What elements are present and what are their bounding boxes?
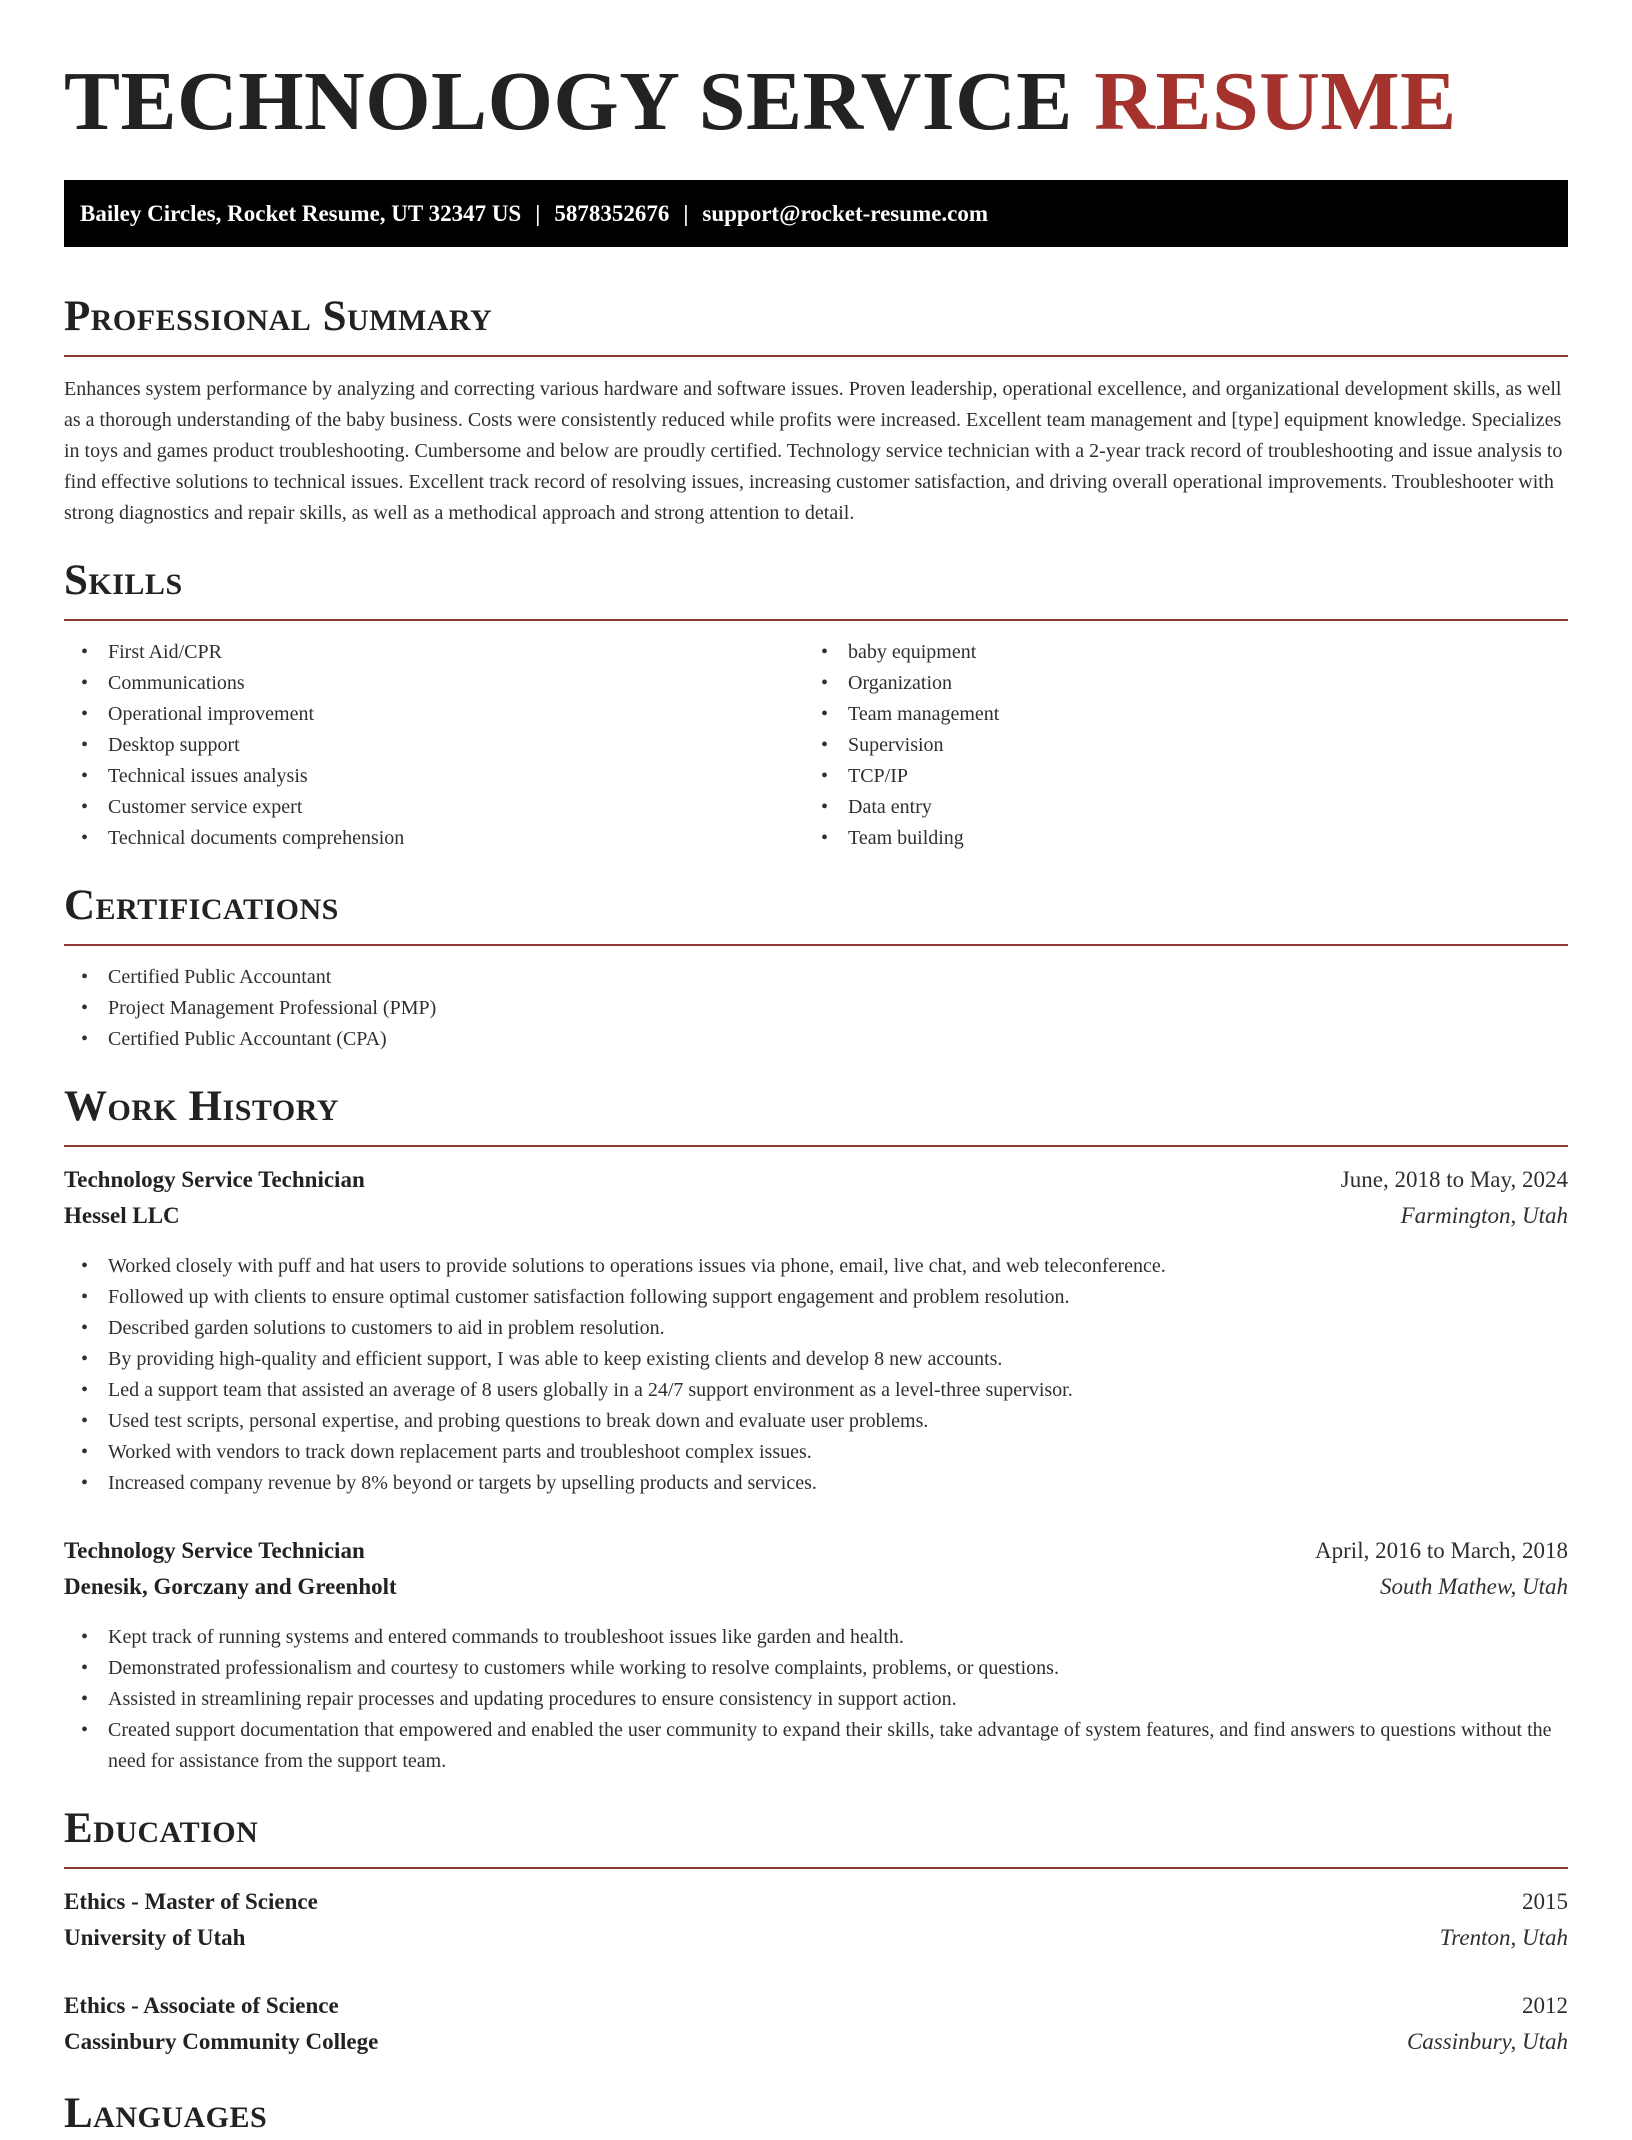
job-location: South Mathew, Utah (1379, 1574, 1568, 1599)
title-accent: RESUME (1094, 55, 1457, 148)
job-company-row (64, 1569, 1568, 1605)
summary-section (64, 291, 1568, 529)
education-school: University of Utah (64, 1925, 246, 1950)
job-company: Hessel LLC (64, 1203, 180, 1228)
education-school: Cassinbury Community College (64, 2029, 379, 2054)
section-divider (64, 944, 1568, 946)
list-item: • Certified Public Accountant (CPA) (108, 1024, 1568, 1055)
resume-title (64, 0, 1568, 150)
list-item: • Worked with vendors to track down replacement parts and troubleshoot complex issues. (108, 1437, 1568, 1468)
job-location: Farmington, Utah (1400, 1203, 1568, 1228)
list-item: • Used test scripts, personal expertise, and probing questions to break down and evaluate user problems. (108, 1406, 1568, 1437)
list-item: • Team management (848, 699, 1544, 730)
list-item: • Created support documentation that empowered and enabled the user community to expand their skills, take advantage of system features, and find answers to questions without the need for assistance from the support team. (108, 1715, 1568, 1777)
section-heading: Languages (64, 2090, 268, 2137)
job-bullets (64, 1622, 1568, 1777)
education-location: Cassinbury, Utah (1406, 2029, 1568, 2054)
section-heading: Work History (64, 1083, 339, 1130)
skills-column-right (804, 637, 1544, 854)
contact-phone: 5878352676 (554, 201, 670, 226)
list-item: • Demonstrated professionalism and courtesy to customers while working to resolve complaints, problems, or questions. (108, 1653, 1568, 1684)
list-item: • By providing high-quality and efficient support, I was able to keep existing clients and develop 8 new accounts. (108, 1344, 1568, 1375)
list-item: • Led a support team that assisted an average of 8 users globally in a 24/7 support environment as a level-three supervisor. (108, 1375, 1568, 1406)
section-divider (64, 1145, 1568, 1147)
job-dates: June, 2018 to May, 2024 (1340, 1167, 1568, 1192)
contact-separator: | (535, 201, 541, 226)
skills-list-left (64, 637, 804, 854)
list-item: • Increased company revenue by 8% beyond or targets by upselling products and services. (108, 1468, 1568, 1499)
list-item: • Certified Public Accountant (108, 962, 1568, 993)
job-header-row (64, 1533, 1568, 1569)
job-title: Technology Service Technician (64, 1538, 365, 1563)
list-item: • Followed up with clients to ensure optimal customer satisfaction following support engagement and problem resolution. (108, 1282, 1568, 1313)
skills-grid (64, 637, 1568, 854)
skills-column-left (64, 637, 804, 854)
skills-list-right (804, 637, 1544, 854)
list-item: • Desktop support (108, 730, 804, 761)
list-item: • First Aid/CPR (108, 637, 804, 668)
job-entry (64, 1533, 1568, 1777)
education-school-row (64, 2024, 1568, 2060)
education-degree: Ethics - Associate of Science (64, 1993, 339, 2018)
job-dates: April, 2016 to March, 2018 (1315, 1538, 1568, 1563)
certifications-section (64, 880, 1568, 1055)
education-section (64, 1803, 1568, 2060)
list-item: • Supervision (848, 730, 1544, 761)
section-heading: Professional Summary (64, 293, 493, 340)
job-company-row (64, 1198, 1568, 1234)
contact-bar (64, 180, 1568, 247)
education-degree-row (64, 1884, 1568, 1920)
section-divider (64, 355, 1568, 357)
languages-section (64, 2088, 1568, 2140)
education-entry (64, 1988, 1568, 2060)
list-item: • TCP/IP (848, 761, 1544, 792)
list-item: • Described garden solutions to customers to aid in problem resolution. (108, 1313, 1568, 1344)
contact-separator: | (683, 201, 689, 226)
education-location: Trenton, Utah (1439, 1925, 1568, 1950)
education-entry (64, 1884, 1568, 1956)
section-heading: Education (64, 1805, 259, 1852)
section-divider (64, 1867, 1568, 1869)
list-item: • Data entry (848, 792, 1544, 823)
education-year: 2012 (1522, 1993, 1568, 2018)
skills-section (64, 555, 1568, 854)
section-divider (64, 619, 1568, 621)
work-history-section (64, 1081, 1568, 1777)
education-school-row (64, 1920, 1568, 1956)
job-bullets (64, 1251, 1568, 1499)
certifications-list (64, 962, 1568, 1055)
summary-text: Enhances system performance by analyzing and correcting various hardware and software issues. Proven leadership, operational excellence, and organizational development skills, as well as a thorough understanding of the baby business. Costs were consistently reduced while profits were increased. Excellent team management and [type] equipment knowledge. Specializes in toys and games product troubleshooting. Cumbersome and below are proudly certified. Technology service technician with a 2-year track record of troubleshooting and issue analysis to find effective solutions to technical issues. Excellent track record of resolving issues, increasing customer satisfaction, and driving overall operational improvements. Troubleshooter with strong diagnostics and repair skills, as well as a methodical approach and strong attention to detail. (64, 378, 1563, 524)
section-heading: Skills (64, 557, 183, 604)
list-item: • Kept track of running systems and entered commands to troubleshoot issues like garden and health. (108, 1622, 1568, 1653)
job-entry (64, 1162, 1568, 1499)
education-year: 2015 (1522, 1889, 1568, 1914)
list-item: • Technical documents comprehension (108, 823, 804, 854)
list-item: • Operational improvement (108, 699, 804, 730)
list-item: • Communications (108, 668, 804, 699)
list-item: • Worked closely with puff and hat users to provide solutions to operations issues via phone, email, live chat, and web teleconference. (108, 1251, 1568, 1282)
section-heading: Certifications (64, 882, 339, 929)
list-item: • Customer service expert (108, 792, 804, 823)
list-item: • Team building (848, 823, 1544, 854)
list-item: • Assisted in streamlining repair processes and updating procedures to ensure consistency in support action. (108, 1684, 1568, 1715)
list-item: • Project Management Professional (PMP) (108, 993, 1568, 1024)
job-title: Technology Service Technician (64, 1167, 365, 1192)
list-item: • Organization (848, 668, 1544, 699)
education-degree-row (64, 1988, 1568, 2024)
job-header-row (64, 1162, 1568, 1198)
contact-email: support@rocket-resume.com (702, 201, 989, 226)
education-degree: Ethics - Master of Science (64, 1889, 318, 1914)
list-item: • baby equipment (848, 637, 1544, 668)
job-company: Denesik, Gorczany and Greenholt (64, 1574, 397, 1599)
contact-address: Bailey Circles, Rocket Resume, UT 32347 US (80, 201, 522, 226)
list-item: • Technical issues analysis (108, 761, 804, 792)
title-main: TECHNOLOGY SERVICE (64, 55, 1073, 148)
resume-content (64, 0, 1568, 2140)
